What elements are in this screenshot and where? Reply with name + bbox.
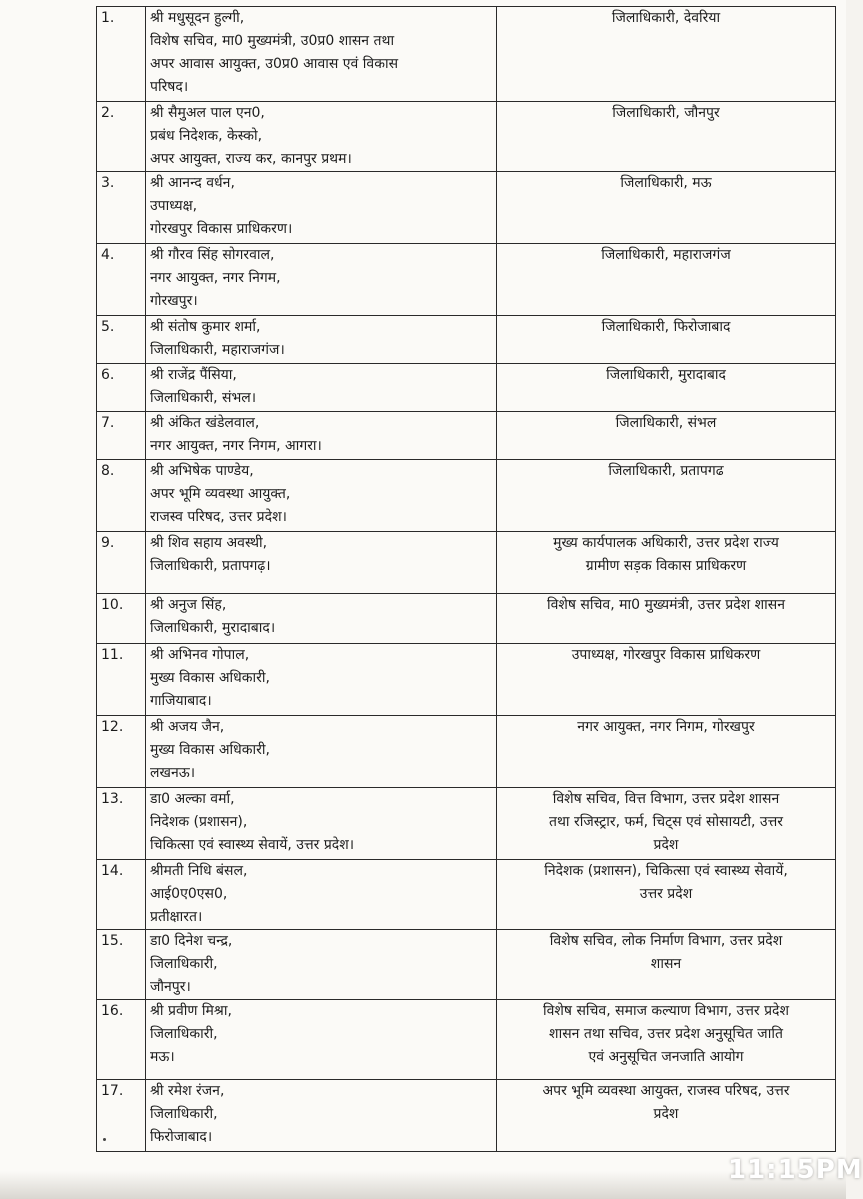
posting-line: जिलाधिकारी, प्रतापगढ (608, 463, 724, 479)
table-row (97, 316, 836, 364)
officer-line: अपर भूमि व्यवस्था आयुक्त, (150, 486, 291, 502)
officer-line: जिलाधिकारी, प्रतापगढ़। (150, 558, 271, 574)
officer-line: श्री गौरव सिंह सोगरवाल, (150, 247, 275, 263)
posting-line: उत्तर प्रदेश (639, 886, 693, 902)
table-row (97, 930, 836, 1000)
new-posting (497, 594, 836, 644)
posting-line: अपर भूमि व्यवस्था आयुक्त, राजस्व परिषद, उत्तर (542, 1083, 790, 1099)
officer-line: आई0ए0एस0, (150, 886, 228, 902)
table-row (97, 532, 836, 594)
officer-details (146, 316, 497, 364)
serial-number: 5. (97, 316, 146, 364)
serial-number: 2. (97, 102, 146, 172)
officer-line: श्री संतोष कुमार शर्मा, (150, 319, 261, 335)
officer-line: चिकित्सा एवं स्वास्थ्य सेवायें, उत्तर प्रदेश। (150, 837, 355, 853)
new-posting (497, 788, 836, 860)
posting-line: जिलाधिकारी, फिरोजाबाद (601, 319, 731, 335)
posting-line: विशेष सचिव, समाज कल्याण विभाग, उत्तर प्रदेश (542, 1003, 789, 1019)
officer-line: जिलाधिकारी, (150, 1106, 218, 1122)
serial-number: 9. (97, 532, 146, 594)
officer-details (146, 1000, 497, 1080)
officer-line: श्री आनन्द वर्धन, (150, 175, 235, 191)
posting-line: तथा रजिस्ट्रार, फर्म, चिट्स एवं सोसायटी, उत्तर (549, 814, 783, 830)
posting-line: निदेशक (प्रशासन), चिकित्सा एवं स्वास्थ्य सेवायें, (544, 863, 788, 879)
officer-line: परिषद। (150, 79, 189, 95)
table-row (97, 102, 836, 172)
officer-line: श्री सैमुअल पाल एन0, (150, 105, 265, 121)
posting-line: जिलाधिकारी, मुरादाबाद (606, 367, 726, 383)
table-row (97, 644, 836, 716)
officer-details (146, 594, 497, 644)
officer-line: श्री अंकित खंडेलवाल, (150, 415, 260, 431)
table-row (97, 172, 836, 244)
officer-line: श्री शिव सहाय अवस्थी, (150, 535, 268, 551)
table-row (97, 1000, 836, 1080)
officer-details (146, 1080, 497, 1152)
officer-line: अपर आवास आयुक्त, उ0प्र0 आवास एवं विकास (150, 56, 399, 72)
posting-line: नगर आयुक्त, नगर निगम, गोरखपुर (577, 719, 755, 735)
officer-line: प्रबंध निदेशक, केस्को, (150, 128, 263, 144)
officer-line: डा0 अल्का वर्मा, (150, 791, 235, 807)
table-row (97, 788, 836, 860)
officer-details (146, 930, 497, 1000)
posting-line: प्रदेश (653, 837, 679, 853)
new-posting (497, 1080, 836, 1152)
table-row (97, 364, 836, 412)
officer-line: श्री अजय जैन, (150, 719, 225, 735)
officer-line: श्री राजेंद्र पैंसिया, (150, 367, 237, 383)
serial-number: 7. (97, 412, 146, 460)
officer-line: श्रीमती निधि बंसल, (150, 863, 248, 879)
new-posting (497, 412, 836, 460)
officer-line: गोरखपुर विकास प्राधिकरण। (150, 221, 293, 237)
new-posting (497, 316, 836, 364)
new-posting (497, 7, 836, 102)
new-posting (497, 172, 836, 244)
officer-line: गाजियाबाद। (150, 693, 212, 709)
table-row (97, 7, 836, 102)
posting-line: एवं अनुसूचित जनजाति आयोग (588, 1049, 744, 1065)
transfer-table (96, 6, 836, 1152)
officer-line: अपर आयुक्त, राज्य कर, कानपुर प्रथम। (150, 151, 352, 167)
posting-line: विशेष सचिव, वित्त विभाग, उत्तर प्रदेश शासन (552, 791, 780, 807)
new-posting (497, 644, 836, 716)
serial-number: 17. (97, 1080, 146, 1152)
serial-number: 14. (97, 860, 146, 930)
officer-line: श्री अनुज सिंह, (150, 597, 227, 613)
new-posting (497, 1000, 836, 1080)
posting-line: ग्रामीण सड़क विकास प्राधिकरण (585, 558, 747, 574)
serial-number: 11. (97, 644, 146, 716)
new-posting (497, 244, 836, 316)
new-posting (497, 860, 836, 930)
posting-line: विशेष सचिव, लोक निर्माण विभाग, उत्तर प्रदेश (549, 933, 783, 949)
officer-line: श्री अभिनव गोपाल, (150, 647, 250, 663)
posting-line: शासन (650, 956, 682, 972)
serial-number: 1. (97, 7, 146, 102)
officer-line: जिलाधिकारी, महाराजगंज। (150, 342, 285, 358)
officer-line: श्री अभिषेक पाण्डेय, (150, 463, 254, 479)
posting-line: उपाध्यक्ष, गोरखपुर विकास प्राधिकरण (571, 647, 761, 663)
table-row (97, 244, 836, 316)
officer-line: नगर आयुक्त, नगर निगम, (150, 270, 281, 286)
officer-details (146, 412, 497, 460)
new-posting (497, 364, 836, 412)
officer-line: गोरखपुर। (150, 293, 198, 309)
table-row (97, 716, 836, 788)
serial-number: 8. (97, 460, 146, 532)
new-posting (497, 532, 836, 594)
officer-line: निदेशक (प्रशासन), (150, 814, 248, 830)
officer-line: मुख्य विकास अधिकारी, (150, 742, 270, 758)
officer-line: जिलाधिकारी, संभल। (150, 390, 257, 406)
table-row (97, 1080, 836, 1152)
officer-details (146, 244, 497, 316)
officer-line: मुख्य विकास अधिकारी, (150, 670, 270, 686)
posting-line: विशेष सचिव, मा0 मुख्यमंत्री, उत्तर प्रदेश शासन (546, 597, 786, 613)
transfer-table-body (97, 7, 836, 1152)
officer-line: लखनऊ। (150, 765, 196, 781)
officer-line: श्री मधुसूदन हुल्गी, (150, 10, 245, 26)
new-posting (497, 102, 836, 172)
officer-details (146, 7, 497, 102)
status-time: 11:15PM (728, 1155, 863, 1185)
officer-details (146, 364, 497, 412)
officer-line: श्री प्रवीण मिश्रा, (150, 1003, 232, 1019)
table-row (97, 860, 836, 930)
officer-details (146, 102, 497, 172)
officer-line: श्री रमेश रंजन, (150, 1083, 225, 1099)
officer-line: राजस्व परिषद, उत्तर प्रदेश। (150, 509, 287, 525)
officer-details (146, 460, 497, 532)
officer-line: विशेष सचिव, मा0 मुख्यमंत्री, उ0प्र0 शासन तथा (150, 33, 395, 49)
serial-number: 3. (97, 172, 146, 244)
posting-line: प्रदेश (653, 1106, 679, 1122)
officer-details (146, 172, 497, 244)
new-posting (497, 716, 836, 788)
officer-line: जौनपुर। (150, 979, 191, 995)
posting-line: मुख्य कार्यपालक अधिकारी, उत्तर प्रदेश राज्य (553, 535, 779, 551)
officer-line: मऊ। (150, 1049, 175, 1065)
posting-line: जिलाधिकारी, मऊ (620, 175, 712, 191)
officer-line: उपाध्यक्ष, (150, 198, 198, 214)
posting-line: जिलाधिकारी, संभल (615, 415, 717, 431)
stray-mark (103, 1138, 106, 1141)
officer-details (146, 532, 497, 594)
officer-line: प्रतीक्षारत। (150, 909, 203, 925)
officer-line: फिरोजाबाद। (150, 1129, 213, 1145)
officer-line: जिलाधिकारी, (150, 1026, 218, 1042)
serial-number: 10. (97, 594, 146, 644)
officer-line: जिलाधिकारी, मुरादाबाद। (150, 620, 276, 636)
officer-details (146, 716, 497, 788)
officer-details (146, 644, 497, 716)
new-posting (497, 460, 836, 532)
posting-line: शासन तथा सचिव, उत्तर प्रदेश अनुसूचित जाति (549, 1026, 783, 1042)
officer-details (146, 788, 497, 860)
posting-line: जिलाधिकारी, जौनपुर (612, 105, 720, 121)
table-row (97, 412, 836, 460)
table-row (97, 594, 836, 644)
posting-line: जिलाधिकारी, देवरिया (611, 10, 721, 26)
officer-line: नगर आयुक्त, नगर निगम, आगरा। (150, 438, 322, 454)
officer-details (146, 860, 497, 930)
serial-number: 12. (97, 716, 146, 788)
serial-number: 15. (97, 930, 146, 1000)
table-row (97, 460, 836, 532)
serial-number: 6. (97, 364, 146, 412)
page-bottom-shadow (0, 1171, 846, 1199)
new-posting (497, 930, 836, 1000)
serial-number: 13. (97, 788, 146, 860)
posting-line: जिलाधिकारी, महाराजगंज (601, 247, 731, 263)
officer-line: जिलाधिकारी, (150, 956, 218, 972)
serial-number: 16. (97, 1000, 146, 1080)
serial-number: 4. (97, 244, 146, 316)
officer-line: डा0 दिनेश चन्द्र, (150, 933, 233, 949)
